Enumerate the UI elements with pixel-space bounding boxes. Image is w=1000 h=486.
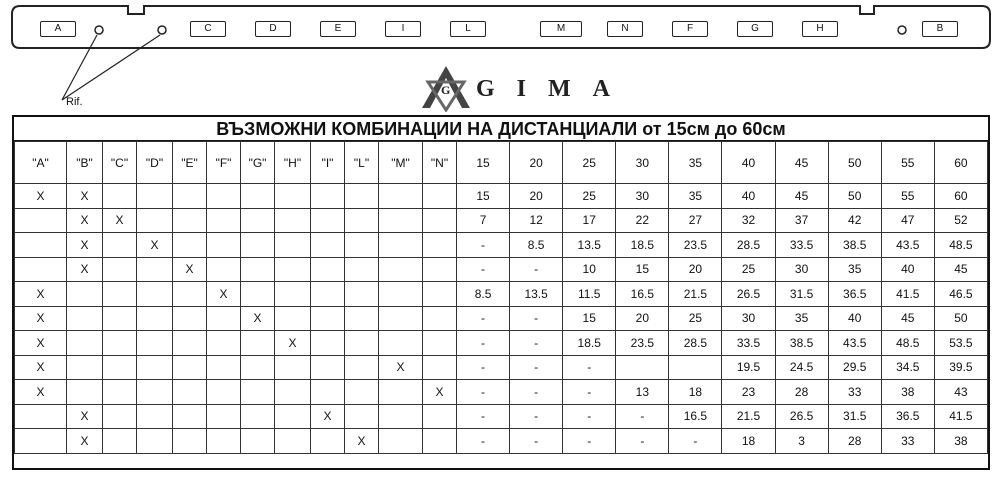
distance-cell: 28.5 [722,233,775,258]
marker-cell [311,282,345,307]
distance-cell: - [510,429,563,454]
size-header: 55 [881,142,934,184]
distance-cell: 29.5 [828,355,881,380]
distance-cell: 40 [881,257,934,282]
marker-cell [15,404,67,429]
marker-header: "I" [311,142,345,184]
distance-cell: - [510,404,563,429]
marker-cell [379,257,423,282]
marker-cell [311,355,345,380]
distance-cell: 23 [722,380,775,405]
size-header: 60 [934,142,987,184]
table-row [15,355,988,380]
distance-cell: 7 [457,208,510,233]
distance-cell: - [510,331,563,356]
marker-cell [275,184,311,209]
marker-cell [275,404,311,429]
marker-header: "D" [137,142,173,184]
marker-cell [423,233,457,258]
distance-cell: 28 [775,380,828,405]
marker-cell [137,429,173,454]
marker-cell [423,208,457,233]
marker-cell [103,233,137,258]
distance-cell: 47 [881,208,934,233]
size-header: 45 [775,142,828,184]
distance-cell: - [457,306,510,331]
marker-cell [241,404,275,429]
marker-cell [173,355,207,380]
marker-cell [103,331,137,356]
marker-cell [379,233,423,258]
marker-cell [275,208,311,233]
marker-cell [173,331,207,356]
distance-cell: 48.5 [934,233,987,258]
marker-cell: X [103,208,137,233]
table-title: ВЪЗМОЖНИ КОМБИНАЦИИ НА ДИСТАНЦИАЛИ от 15см до 60см [14,117,988,141]
marker-cell [241,233,275,258]
distance-cell: 37 [775,208,828,233]
distance-cell: - [457,233,510,258]
distance-cell: - [563,404,616,429]
distance-cell: 42 [828,208,881,233]
distance-cell: 36.5 [881,404,934,429]
marker-cell [67,331,103,356]
marker-cell [275,306,311,331]
marker-cell [137,404,173,429]
distance-cell: - [457,429,510,454]
marker-cell: X [345,429,379,454]
slot-i: I [385,21,421,37]
marker-cell [379,208,423,233]
marker-cell: X [15,306,67,331]
distance-cell: 50 [934,306,987,331]
distance-cell: 11.5 [563,282,616,307]
distance-cell: 35 [775,306,828,331]
distance-cell: 28.5 [669,331,722,356]
marker-cell [311,257,345,282]
marker-cell [345,257,379,282]
marker-cell [103,429,137,454]
table-row [15,257,988,282]
distance-cell: - [669,429,722,454]
distance-cell: 18 [722,429,775,454]
marker-cell: X [15,282,67,307]
marker-cell [379,404,423,429]
distance-cell: 15 [563,306,616,331]
distance-cell [669,355,722,380]
slot-m: M [540,21,582,37]
combinations-table-frame [12,115,990,470]
marker-cell [67,380,103,405]
marker-header: "H" [275,142,311,184]
marker-cell [103,184,137,209]
distance-cell: 33.5 [775,233,828,258]
slot-c: C [190,21,226,37]
marker-cell [423,282,457,307]
distance-cell: 16.5 [669,404,722,429]
marker-cell [137,257,173,282]
marker-cell [275,282,311,307]
marker-header: "A" [15,142,67,184]
marker-cell: X [15,380,67,405]
distance-cell: 46.5 [934,282,987,307]
marker-header: "N" [423,142,457,184]
marker-cell [207,429,241,454]
slot-a: A [40,21,76,37]
compass-square-icon [418,64,474,112]
distance-cell: 8.5 [510,233,563,258]
marker-cell: X [67,429,103,454]
distance-cell: 23.5 [669,233,722,258]
distance-cell: 43.5 [828,331,881,356]
marker-cell [103,380,137,405]
distance-cell: 12 [510,208,563,233]
distance-cell: 18 [669,380,722,405]
distance-cell: 20 [510,184,563,209]
marker-cell [241,331,275,356]
marker-cell [345,306,379,331]
table-row [15,233,988,258]
table-row [15,404,988,429]
marker-cell [423,184,457,209]
distance-cell: - [563,355,616,380]
marker-cell [379,306,423,331]
distance-cell: - [510,257,563,282]
distance-cell: 26.5 [775,404,828,429]
marker-cell [137,184,173,209]
marker-cell [311,331,345,356]
marker-cell [173,184,207,209]
marker-cell: X [67,257,103,282]
table-row [15,331,988,356]
marker-cell [173,233,207,258]
size-header: 40 [722,142,775,184]
distance-cell: - [457,331,510,356]
distance-cell: 43.5 [881,233,934,258]
distance-cell: 38.5 [775,331,828,356]
distance-cell: 17 [563,208,616,233]
marker-header: "F" [207,142,241,184]
marker-cell [275,380,311,405]
marker-header: "G" [241,142,275,184]
distance-cell: 16.5 [616,282,669,307]
marker-cell [207,404,241,429]
slot-b: B [922,21,958,37]
marker-cell [173,306,207,331]
marker-cell: X [275,331,311,356]
svg-text:G: G [441,83,451,97]
marker-cell [423,429,457,454]
distance-cell: 8.5 [457,282,510,307]
marker-cell [137,380,173,405]
distance-cell: 45 [881,306,934,331]
marker-cell [137,306,173,331]
marker-cell: X [15,184,67,209]
logo-wordmark: GIMA [476,76,632,102]
distance-cell: 25 [669,306,722,331]
marker-cell [379,331,423,356]
marker-cell [423,257,457,282]
marker-cell [311,184,345,209]
distance-cell: 43 [934,380,987,405]
marker-cell [241,208,275,233]
marker-cell [15,257,67,282]
marker-cell [241,184,275,209]
size-header: 35 [669,142,722,184]
gima-logo [418,64,632,112]
distance-cell: 3 [775,429,828,454]
distance-cell: 13.5 [563,233,616,258]
distance-cell: 25 [563,184,616,209]
slot-n: N [607,21,643,37]
distance-cell: 25 [722,257,775,282]
distance-cell: 50 [828,184,881,209]
distance-cell: 38 [881,380,934,405]
marker-cell: X [137,233,173,258]
marker-cell [379,380,423,405]
distance-cell: 18.5 [563,331,616,356]
marker-cell [103,355,137,380]
distance-cell: 33.5 [722,331,775,356]
distance-cell: - [510,306,563,331]
distance-cell: 30 [722,306,775,331]
marker-cell [275,429,311,454]
marker-cell [379,282,423,307]
marker-cell [345,355,379,380]
marker-cell [241,380,275,405]
marker-cell [173,429,207,454]
distance-cell: 36.5 [828,282,881,307]
distance-cell: 45 [775,184,828,209]
marker-cell: X [423,380,457,405]
distance-cell: 18.5 [616,233,669,258]
distance-cell: - [563,380,616,405]
distance-cell: 31.5 [828,404,881,429]
marker-cell [103,306,137,331]
size-header: 30 [616,142,669,184]
marker-cell: X [67,233,103,258]
marker-cell [379,184,423,209]
distance-cell: 23.5 [616,331,669,356]
marker-cell [207,380,241,405]
marker-cell [423,306,457,331]
size-header: 25 [563,142,616,184]
marker-cell [207,208,241,233]
marker-cell [423,404,457,429]
distance-cell: 39.5 [934,355,987,380]
distance-cell: - [457,380,510,405]
distance-cell: 20 [669,257,722,282]
distance-cell: 33 [828,380,881,405]
slot-l: L [450,21,486,37]
distance-cell: 28 [828,429,881,454]
marker-cell [207,306,241,331]
marker-cell: X [379,355,423,380]
marker-cell [67,355,103,380]
distance-cell: 22 [616,208,669,233]
distance-cell: 41.5 [881,282,934,307]
marker-cell [173,380,207,405]
marker-header: "C" [103,142,137,184]
marker-cell [275,233,311,258]
distance-cell: 15 [616,257,669,282]
size-header: 20 [510,142,563,184]
distance-cell: 26.5 [722,282,775,307]
slot-h: H [802,21,838,37]
marker-cell [103,282,137,307]
marker-cell [15,208,67,233]
marker-cell [207,184,241,209]
marker-cell [345,380,379,405]
marker-cell: X [67,208,103,233]
rif-label: Rif. [66,96,83,108]
marker-cell [173,282,207,307]
table-row [15,429,988,454]
distance-cell: 15 [457,184,510,209]
marker-cell [207,355,241,380]
distance-cell: 41.5 [934,404,987,429]
distance-cell: 13.5 [510,282,563,307]
distance-cell: 31.5 [775,282,828,307]
marker-cell [67,282,103,307]
slot-f: F [672,21,708,37]
marker-header: "L" [345,142,379,184]
distance-cell: 53.5 [934,331,987,356]
distance-cell: 40 [722,184,775,209]
slot-d: D [255,21,291,37]
distance-cell: 38.5 [828,233,881,258]
slot-g: G [737,21,773,37]
table-header-row [15,142,988,184]
distance-cell: - [457,257,510,282]
distance-cell: 48.5 [881,331,934,356]
distance-cell: 38 [934,429,987,454]
marker-cell [311,429,345,454]
marker-cell: X [173,257,207,282]
marker-cell [103,404,137,429]
marker-cell [173,208,207,233]
distance-cell: - [457,355,510,380]
marker-cell [137,355,173,380]
marker-cell [423,355,457,380]
marker-cell [207,233,241,258]
marker-cell [345,282,379,307]
table-row [15,306,988,331]
distance-cell: 21.5 [669,282,722,307]
distance-cell: 19.5 [722,355,775,380]
marker-cell [137,331,173,356]
table-row [15,380,988,405]
distance-cell: 20 [616,306,669,331]
distance-cell: - [510,355,563,380]
distance-cell: 21.5 [722,404,775,429]
distance-cell: - [457,404,510,429]
distance-cell: 45 [934,257,987,282]
marker-cell: X [15,355,67,380]
marker-cell [241,257,275,282]
distance-cell: - [616,429,669,454]
size-header: 50 [828,142,881,184]
marker-header: "E" [173,142,207,184]
marker-header: "M" [379,142,423,184]
distance-cell: 52 [934,208,987,233]
marker-header: "B" [67,142,103,184]
marker-cell [379,429,423,454]
distance-cell: 35 [669,184,722,209]
marker-cell [241,355,275,380]
marker-cell [173,404,207,429]
distance-cell: 30 [775,257,828,282]
size-header: 15 [457,142,510,184]
distance-cell: - [563,429,616,454]
marker-cell: X [15,331,67,356]
marker-cell [345,233,379,258]
distance-cell: - [616,404,669,429]
marker-cell [241,429,275,454]
distance-cell: - [510,380,563,405]
distance-cell: 13 [616,380,669,405]
marker-cell [311,208,345,233]
marker-cell [345,208,379,233]
marker-cell [345,184,379,209]
marker-cell: X [67,184,103,209]
marker-cell [137,208,173,233]
marker-cell: X [207,282,241,307]
distance-cell: 34.5 [881,355,934,380]
distance-cell: 24.5 [775,355,828,380]
marker-cell [311,306,345,331]
marker-cell: X [311,404,345,429]
marker-cell [207,331,241,356]
marker-cell [15,233,67,258]
distance-cell: 40 [828,306,881,331]
slot-e: E [320,21,356,37]
table-row [15,208,988,233]
marker-cell [311,380,345,405]
marker-cell [103,257,137,282]
distance-cell: 60 [934,184,987,209]
combinations-table [14,141,988,454]
marker-cell [137,282,173,307]
marker-cell [67,306,103,331]
marker-cell [275,257,311,282]
reference-hole-right [158,26,166,34]
reference-hole-left [95,26,103,34]
distance-cell: 10 [563,257,616,282]
distance-cell: 30 [616,184,669,209]
distance-cell: 33 [881,429,934,454]
marker-cell [345,404,379,429]
reference-hole-end [898,26,906,34]
marker-cell [311,233,345,258]
distance-cell: 35 [828,257,881,282]
distance-cell: 55 [881,184,934,209]
distance-cell [616,355,669,380]
marker-cell: X [241,306,275,331]
marker-cell: X [67,404,103,429]
distance-cell: 32 [722,208,775,233]
distance-cell: 27 [669,208,722,233]
marker-cell [423,331,457,356]
marker-cell [345,331,379,356]
marker-cell [275,355,311,380]
table-row [15,282,988,307]
marker-cell [207,257,241,282]
marker-cell [241,282,275,307]
table-row [15,184,988,209]
marker-cell [15,429,67,454]
